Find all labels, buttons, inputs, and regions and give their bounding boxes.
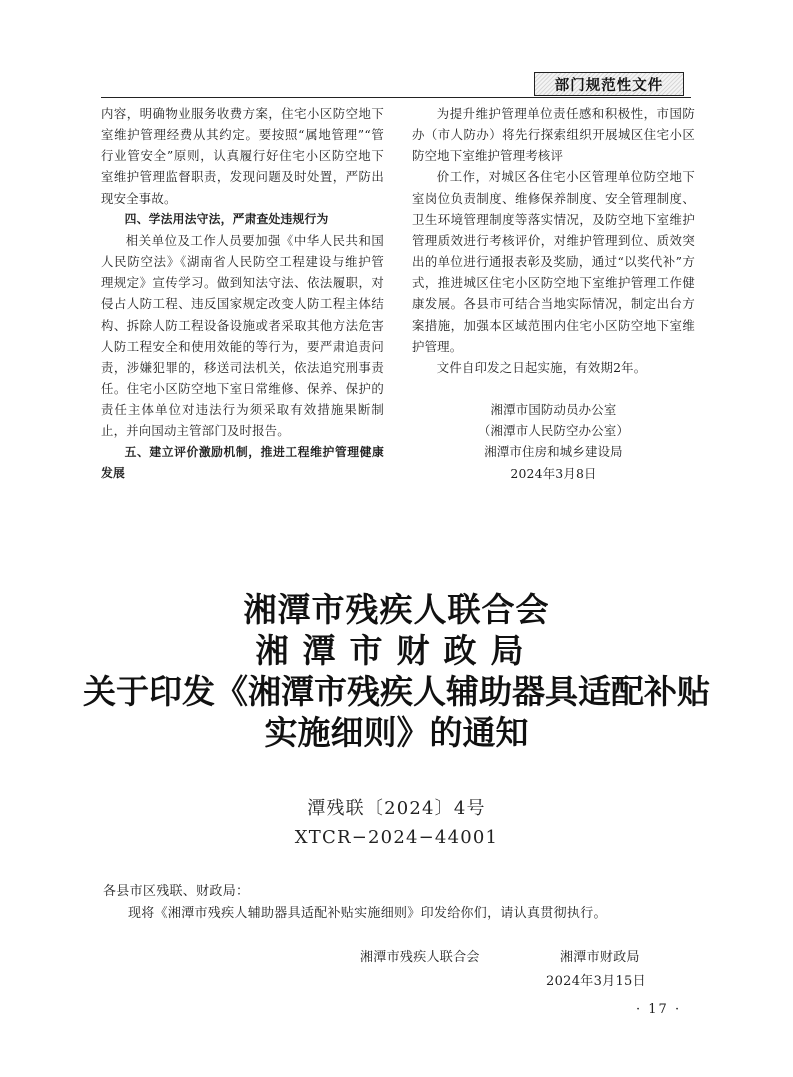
signature-org-1: 湘潭市国防动员办公室 (490, 402, 617, 418)
signature-org-3: 湘潭市住房和城乡建设局 (484, 444, 623, 460)
signature-org-2: （湘潭市人民防空办公室） (477, 423, 630, 439)
salutation: 各县市区残联、财政局： (103, 884, 250, 899)
header-rule (101, 97, 691, 98)
right-column (412, 103, 695, 484)
page-number: · 17 · (636, 1002, 682, 1017)
section-tag: 部门规范性文件 (534, 72, 684, 96)
right-paragraph-1: 为提升维护管理单位责任感和积极性，市国防办（市人防办）将先行探索组织开展城区住宅小区防空地下室维护管理考核评 (412, 106, 695, 164)
document-code: XTCR−2024−44001 (294, 827, 499, 848)
notice-title-line-3: 关于印发《湘潭市残疾人辅助器具适配补贴 (83, 672, 710, 711)
notice-body: 现将《湘潭市残疾人辅助器具适配补贴实施细则》印发给你们，请认真贯彻执行。 (128, 906, 607, 921)
left-paragraph-1: 内容，明确物业服务收费方案，住宅小区防空地下室维护管理经费从其约定。要按照“属地管理”“管行业管安全”原则，认真履行好住宅小区防空地下室维护管理监督职责，发现问题及时处置，严防出现安全事故。 (101, 106, 384, 206)
section-heading-5: 五、建立评价激励机制，推进工程维护管理健康发展 (101, 444, 384, 480)
notice-date: 2024年3月15日 (546, 974, 646, 989)
notice-title-line-4: 实施细则》的通知 (264, 713, 529, 752)
signature-date: 2024年3月8日 (510, 465, 597, 481)
section-heading-4: 四、学法用法守法，严肃查处违规行为 (124, 211, 329, 226)
right-paragraph-2: 价工作，对城区各住宅小区管理单位防空地下室岗位负责制度、维修保养制度、安全管理制度、卫生环境管理制度等落实情况，及防空地下室维护管理质效进行考核评价，对维护管理到位、质效突出的单位进行通报表彰及奖励，通过“以奖代补”方式，推进城区住宅小区防空地下室维护管理工作健康发展。各县市可结合当地实际情况，制定出台方案措施，加强本区域范围内住宅小区防空地下室维护管理。 (412, 169, 695, 354)
notice-title-line-1: 湘潭市残疾人联合会 (243, 590, 550, 629)
signer-disabled-federation: 湘潭市残疾人联合会 (360, 950, 480, 965)
document-number: 潭残联〔2024〕4号 (307, 798, 486, 819)
notice-title-line-2: 湘潭市财政局 (255, 631, 538, 670)
left-paragraph-2: 相关单位及工作人员要加强《中华人民共和国人民防空法》《湖南省人民防空工程建设与维护管理规定》宣传学习。做到知法守法、依法履职，对侵占人防工程、违反国家规定改变人防工程主体结构、拆除人防工程设备设施或者采取其他方法危害人防工程安全和使用效能的等行为，要严肃追责问责，涉嫌犯罪的，移送司法机关，依法追究刑事责任。住宅小区防空地下室日常维修、保养、保护的责任主体单位对违法行为须采取有效措施果断制止，并向国动主管部门及时报告。 (101, 232, 384, 439)
signer-finance-bureau: 湘潭市财政局 (560, 950, 640, 965)
left-column (101, 103, 384, 484)
right-paragraph-3: 文件自印发之日起实施，有效期2年。 (436, 359, 647, 375)
